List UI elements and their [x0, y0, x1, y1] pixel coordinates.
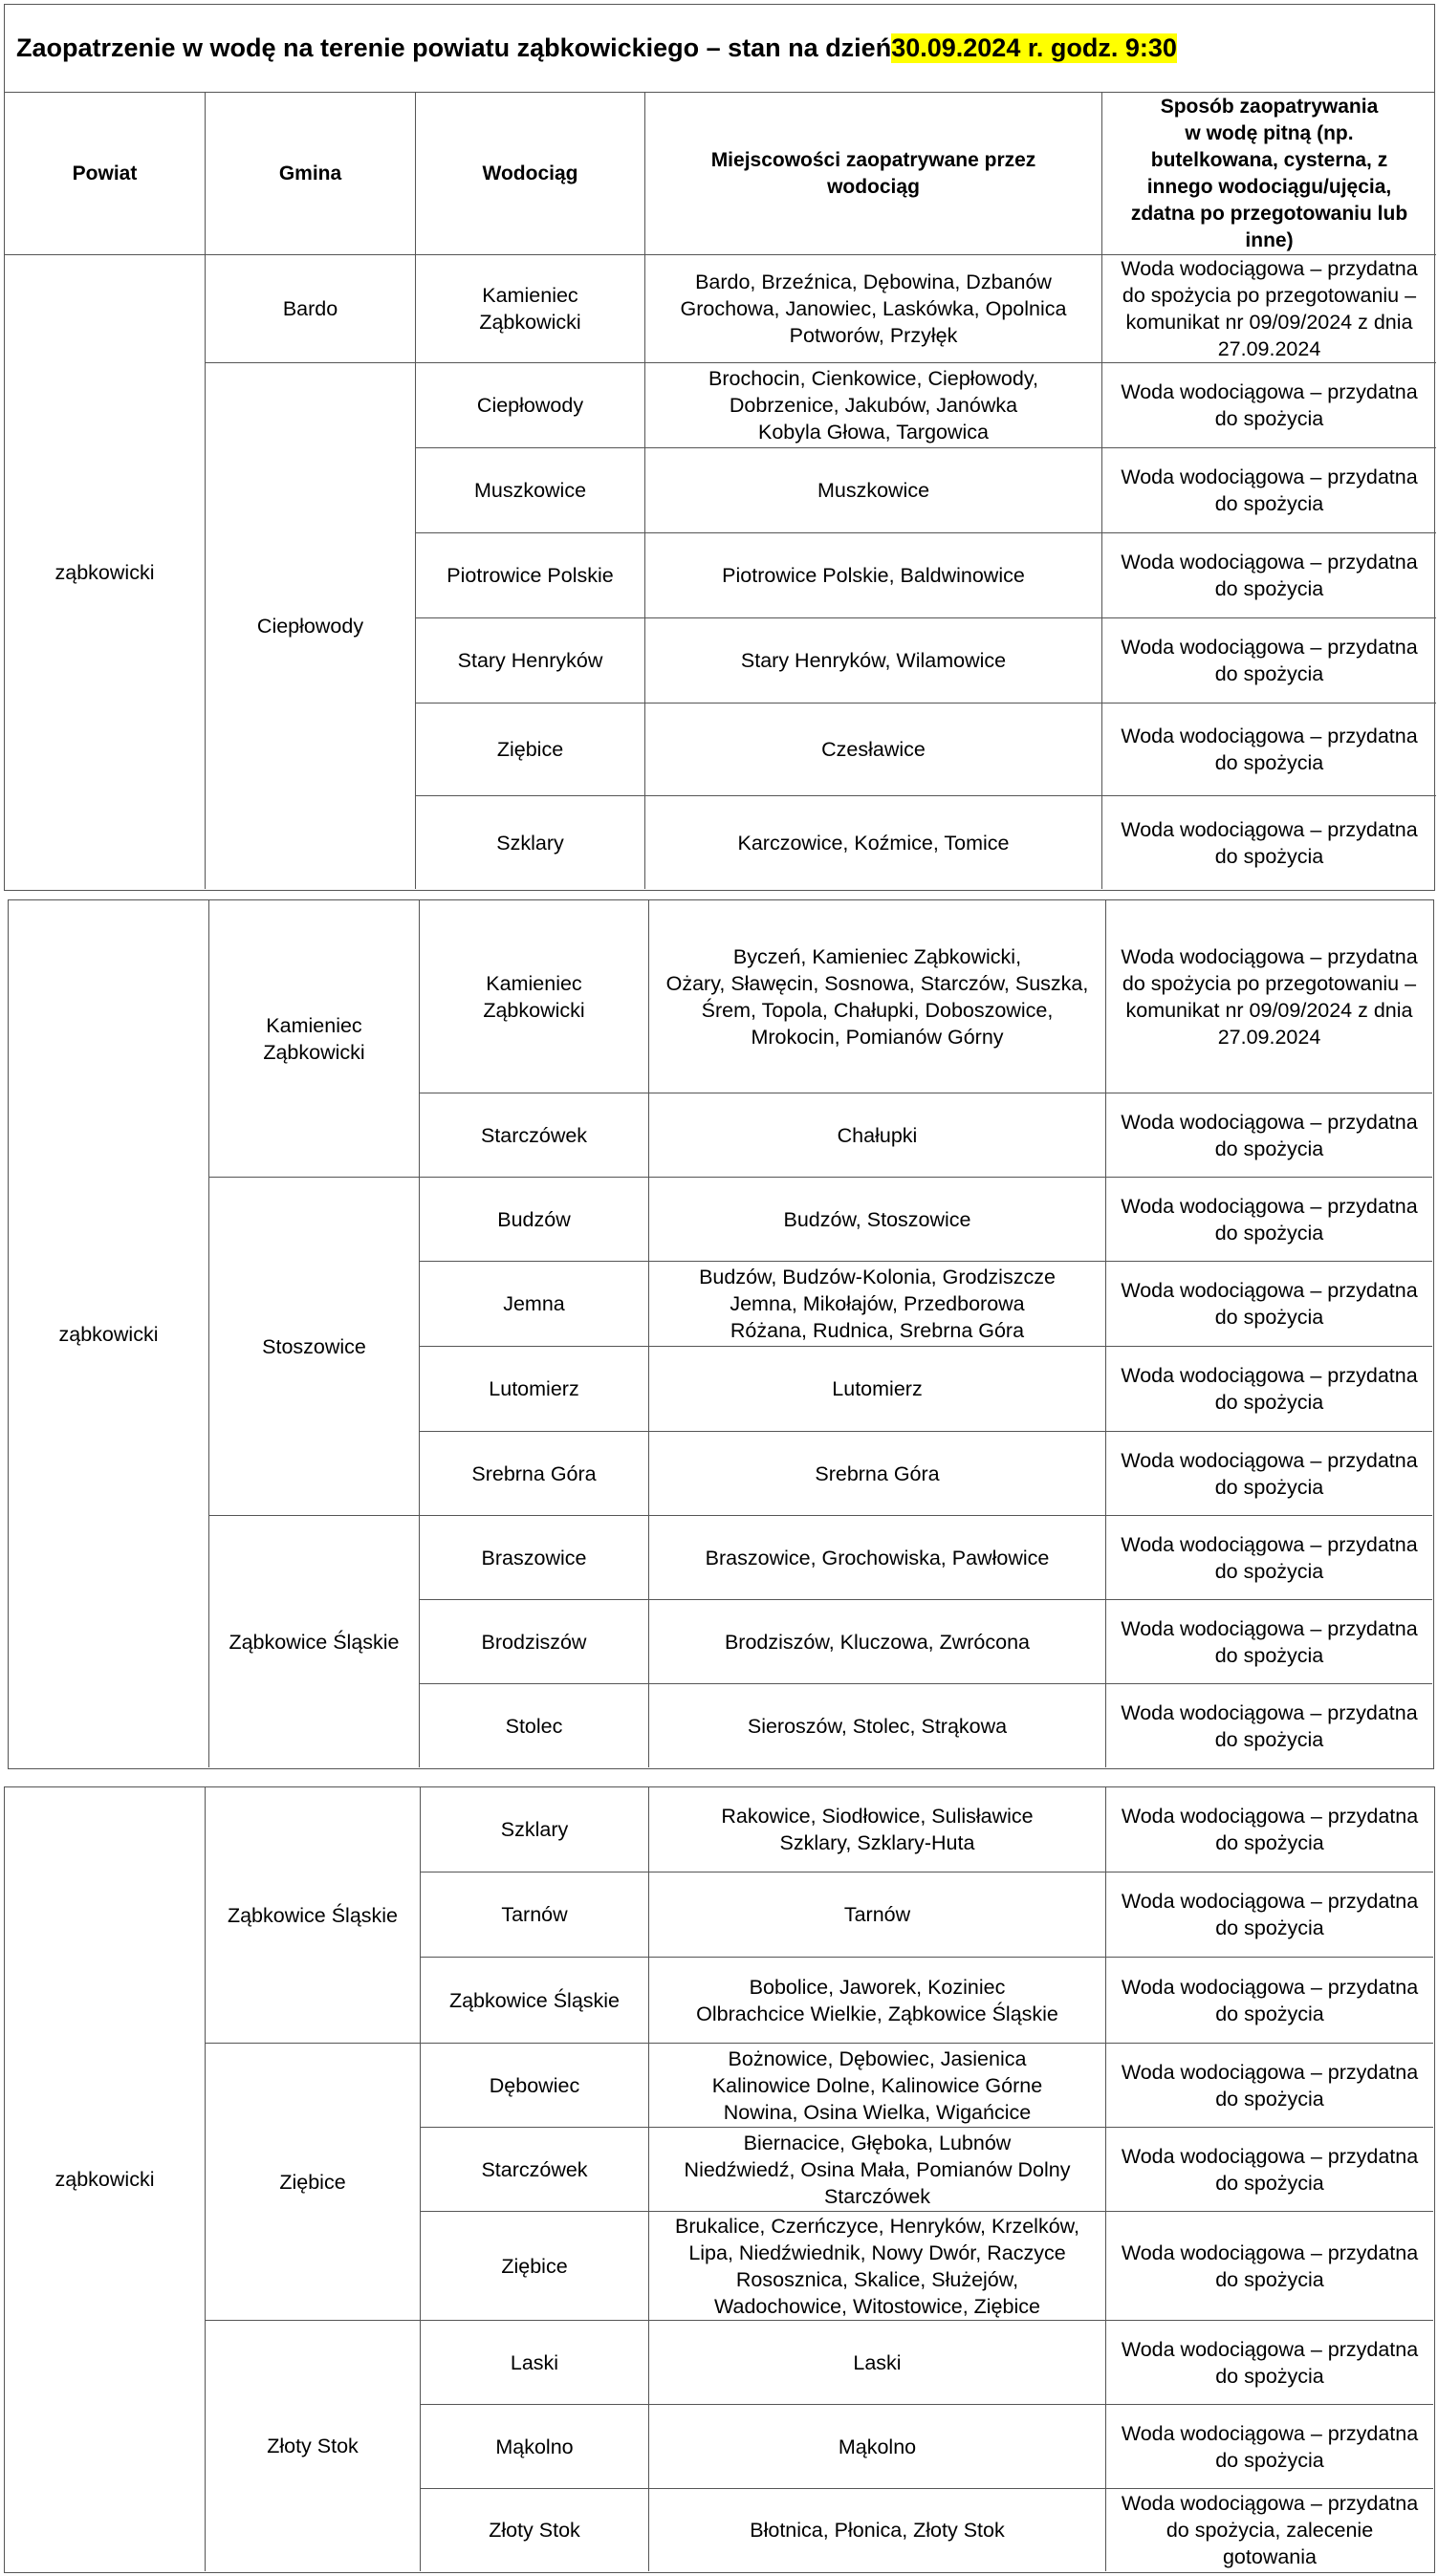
wodociag-cell: Budzów — [420, 1178, 649, 1262]
wodociag-cell: Piotrowice Polskie — [416, 533, 645, 618]
header-wodociag: Wodociąg — [416, 93, 645, 255]
wodociag-cell: Stolec — [420, 1684, 649, 1767]
wodociag-cell: Starczówek — [420, 1093, 649, 1178]
gmina-cell: Złoty Stok — [206, 2321, 421, 2571]
miejscowosci-cell: Lutomierz — [649, 1347, 1106, 1432]
header-gmina: Gmina — [206, 93, 416, 255]
miejscowosci-cell: Byczeń, Kamieniec Ząbkowicki, Ożary, Sławęcin, Sosnowa, Starczów, Suszka, Śrem, Topola, Chałupki, Doboszowice, Mrokocin, Pomianów Górny — [649, 900, 1106, 1093]
sposob-cell: Woda wodociągowa – przydatna do spożycia — [1106, 1872, 1433, 1958]
miejscowosci-cell: Bardo, Brzeźnica, Dębowina, Dzbanów Grochowa, Janowiec, Laskówka, Opolnica Potworów, Przyłęk — [645, 255, 1102, 363]
gmina-cell: Ząbkowice Śląskie — [206, 1787, 421, 2044]
miejscowosci-cell: Laski — [649, 2321, 1106, 2405]
miejscowosci-cell: Błotnica, Płonica, Złoty Stok — [649, 2489, 1106, 2571]
miejscowosci-cell: Muszkowice — [645, 448, 1102, 533]
miejscowosci-cell: Rakowice, Siodłowice, Sulisławice Szklary, Szklary-Huta — [649, 1787, 1106, 1872]
sposob-cell: Woda wodociągowa – przydatna do spożycia — [1106, 1787, 1433, 1872]
miejscowosci-cell: Budzów, Stoszowice — [649, 1178, 1106, 1262]
miejscowosci-cell: Biernacice, Głęboka, Lubnów Niedźwiedź, Osina Mała, Pomianów Dolny Starczówek — [649, 2128, 1106, 2212]
gmina-cell: Stoszowice — [209, 1178, 420, 1516]
sposob-cell: Woda wodociągowa – przydatna do spożycia — [1102, 363, 1436, 448]
gmina-cell: Ciepłowody — [206, 363, 416, 889]
miejscowosci-cell: Stary Henryków, Wilamowice — [645, 618, 1102, 704]
sposob-cell: Woda wodociągowa – przydatna do spożycia — [1102, 704, 1436, 796]
gmina-cell: Bardo — [206, 255, 416, 363]
wodociag-cell: Dębowiec — [421, 2044, 649, 2128]
wodociag-cell: Złoty Stok — [421, 2489, 649, 2571]
sposob-cell: Woda wodociągowa – przydatna do spożycia po przegotowaniu – komunikat nr 09/09/2024 z dnia 27.09.2024 — [1102, 255, 1436, 363]
sposob-cell: Woda wodociągowa – przydatna do spożycia — [1106, 2128, 1433, 2212]
wodociag-cell: Laski — [421, 2321, 649, 2405]
gmina-cell: Ząbkowice Śląskie — [209, 1516, 420, 1767]
miejscowosci-cell: Braszowice, Grochowiska, Pawłowice — [649, 1516, 1106, 1600]
title-text: Zaopatrzenie w wodę na terenie powiatu ząbkowickiego – stan na dzień — [16, 33, 892, 62]
wodociag-cell: Szklary — [416, 796, 645, 889]
wodociag-cell: Ciepłowody — [416, 363, 645, 448]
wodociag-cell: Mąkolno — [421, 2405, 649, 2489]
powiat-cell: ząbkowicki — [5, 255, 206, 889]
page-title — [5, 5, 1434, 93]
wodociag-cell: Ziębice — [421, 2212, 649, 2321]
sposob-cell: Woda wodociągowa – przydatna do spożycia — [1106, 1432, 1432, 1516]
miejscowosci-cell: Bobolice, Jaworek, Koziniec Olbrachcice Wielkie, Ząbkowice Śląskie — [649, 1958, 1106, 2044]
sposob-cell: Woda wodociągowa – przydatna do spożycia — [1106, 1347, 1432, 1432]
miejscowosci-cell: Piotrowice Polskie, Baldwinowice — [645, 533, 1102, 618]
wodociag-cell: Ząbkowice Śląskie — [421, 1958, 649, 2044]
wodociag-cell: Szklary — [421, 1787, 649, 1872]
sposob-cell: Woda wodociągowa – przydatna do spożycia po przegotowaniu – komunikat nr 09/09/2024 z dnia 27.09.2024 — [1106, 900, 1432, 1093]
title-date-highlight: 30.09.2024 r. godz. 9:30 — [891, 33, 1177, 62]
miejscowosci-cell: Budzów, Budzów-Kolonia, Grodziszcze Jemna, Mikołajów, Przedborowa Różana, Rudnica, Srebrna Góra — [649, 1262, 1106, 1347]
sposob-cell: Woda wodociągowa – przydatna do spożycia — [1106, 1516, 1432, 1600]
table-block-2 — [8, 899, 1434, 1769]
header-sposob: Sposób zaopatrywania w wodę pitną (np. butelkowana, cysterna, z innego wodociągu/ujęcia, zdatna po przegotowaniu lub inne) — [1102, 93, 1436, 255]
miejscowosci-cell: Srebrna Góra — [649, 1432, 1106, 1516]
header-miejscowosci: Miejscowości zaopatrywane przez wodociąg — [645, 93, 1102, 255]
sposob-cell: Woda wodociągowa – przydatna do spożycia — [1106, 1093, 1432, 1178]
wodociag-cell: Braszowice — [420, 1516, 649, 1600]
miejscowosci-cell: Brukalice, Czerńczyce, Henryków, Krzelków, Lipa, Niedźwiednik, Nowy Dwór, Raczyce Rososznica, Skalice, Służejów, Wadochowice, Witostowice, Ziębice — [649, 2212, 1106, 2321]
wodociag-cell: Starczówek — [421, 2128, 649, 2212]
wodociag-cell: Kamieniec Ząbkowicki — [420, 900, 649, 1093]
sposob-cell: Woda wodociągowa – przydatna do spożycia — [1106, 1262, 1432, 1347]
sposob-cell: Woda wodociągowa – przydatna do spożycia — [1106, 2044, 1433, 2128]
miejscowosci-cell: Sieroszów, Stolec, Strąkowa — [649, 1684, 1106, 1767]
miejscowosci-cell: Karczowice, Koźmice, Tomice — [645, 796, 1102, 889]
gmina-cell: Kamieniec Ząbkowicki — [209, 900, 420, 1178]
miejscowosci-cell: Mąkolno — [649, 2405, 1106, 2489]
powiat-cell: ząbkowicki — [5, 1787, 206, 2571]
wodociag-cell: Tarnów — [421, 1872, 649, 1958]
wodociag-cell: Srebrna Góra — [420, 1432, 649, 1516]
sposob-cell: Woda wodociągowa – przydatna do spożycia — [1121, 1700, 1418, 1751]
sposob-cell: Woda wodociągowa – przydatna do spożycia — [1102, 448, 1436, 533]
powiat-cell: ząbkowicki — [9, 900, 209, 1767]
wodociag-cell: Lutomierz — [420, 1347, 649, 1432]
sposob-cell: Woda wodociągowa – przydatna do spożycia — [1102, 533, 1436, 618]
wodociag-cell: Ziębice — [416, 704, 645, 796]
miejscowosci-cell: Chałupki — [649, 1093, 1106, 1178]
sposob-cell: Woda wodociągowa – przydatna do spożycia, zalecenie gotowania — [1121, 2492, 1419, 2568]
gmina-cell: Ziębice — [206, 2044, 421, 2321]
table-block-1 — [4, 4, 1435, 891]
header-powiat: Powiat — [5, 93, 206, 255]
wodociag-cell: Stary Henryków — [416, 618, 645, 704]
miejscowosci-cell: Tarnów — [649, 1872, 1106, 1958]
miejscowosci-cell: Brochocin, Cienkowice, Ciepłowody, Dobrzenice, Jakubów, Janówka Kobyla Głowa, Targowica — [645, 363, 1102, 448]
sposob-cell: Woda wodociągowa – przydatna do spożycia — [1106, 2405, 1433, 2489]
sposob-cell: Woda wodociągowa – przydatna do spożycia — [1106, 1958, 1433, 2044]
miejscowosci-cell: Bożnowice, Dębowiec, Jasienica Kalinowice Dolne, Kalinowice Górne Nowina, Osina Wielka, Wigańcice — [649, 2044, 1106, 2128]
wodociag-cell: Kamieniec Ząbkowicki — [416, 255, 645, 363]
sposob-cell: Woda wodociągowa – przydatna do spożycia — [1102, 618, 1436, 704]
miejscowosci-cell: Czesławice — [645, 704, 1102, 796]
sposob-cell: Woda wodociągowa – przydatna do spożycia — [1121, 817, 1418, 868]
sposob-cell: Woda wodociągowa – przydatna do spożycia — [1106, 2321, 1433, 2405]
table-block-3 — [4, 1786, 1435, 2573]
miejscowosci-cell: Brodziszów, Kluczowa, Zwrócona — [649, 1600, 1106, 1684]
sposob-cell: Woda wodociągowa – przydatna do spożycia — [1106, 1178, 1432, 1262]
sposob-cell: Woda wodociągowa – przydatna do spożycia — [1106, 2212, 1433, 2321]
wodociag-cell: Jemna — [420, 1262, 649, 1347]
sposob-cell: Woda wodociągowa – przydatna do spożycia — [1106, 1600, 1432, 1684]
wodociag-cell: Muszkowice — [416, 448, 645, 533]
wodociag-cell: Brodziszów — [420, 1600, 649, 1684]
